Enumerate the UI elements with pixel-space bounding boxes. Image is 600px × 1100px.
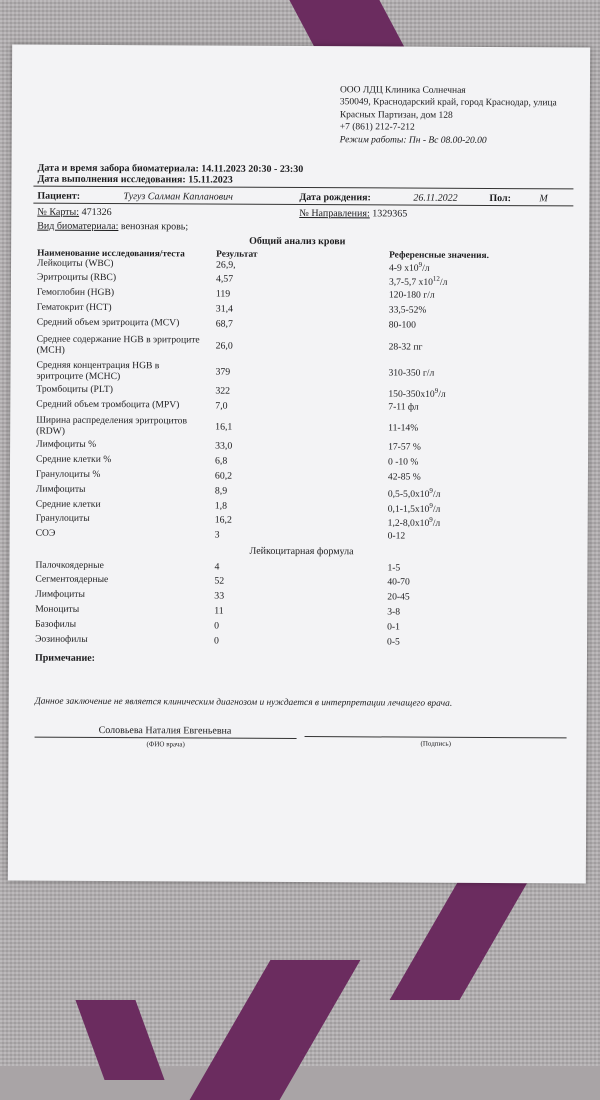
dob-label: Дата рождения: (299, 191, 371, 204)
table-row-name (37, 303, 112, 314)
table-row-name-line: Эритроциты (RBC) (36, 271, 117, 284)
reference-exponent: 9 (429, 486, 433, 495)
dob-value: 26.11.2022 (413, 192, 458, 204)
table-row-reference (389, 319, 416, 330)
reference-value: 1,2-8,0x10 (387, 517, 430, 529)
table-row-name-line: Лимфоциты % (36, 438, 97, 450)
table-row-result: 33,0 (215, 440, 233, 452)
table-row-name-line: Гранулоциты % (35, 468, 101, 480)
table-row-name (36, 440, 96, 451)
reference-value: 80-100 (388, 319, 416, 331)
table-row-reference (389, 341, 423, 352)
table-row-name (37, 273, 116, 284)
table-row-name (36, 470, 100, 481)
table-row-reference (388, 501, 441, 514)
reference-value: 150-350x10 (388, 388, 435, 400)
fabric-stripe (190, 960, 361, 1100)
collection-date-value: 14.11.2023 20:30 - 23:30 (201, 163, 304, 176)
signature-caption: (Подпись) (420, 739, 451, 748)
reference-unit: /л (432, 503, 441, 515)
doctor-caption: (ФИО врача) (146, 740, 185, 749)
formula-row-result: 0 (214, 620, 220, 632)
card-line (37, 207, 111, 218)
signature-line (305, 736, 567, 738)
table-row-name-line: Средний объем тромбоцита (MPV) (36, 398, 180, 411)
table-row-name (37, 318, 180, 329)
formula-row-name: Базофилы (35, 618, 77, 630)
table-row-reference (388, 401, 418, 412)
table-row-result: 60,2 (214, 470, 233, 482)
table-row-name (36, 500, 101, 511)
table-row-name (36, 485, 86, 496)
table-row-name (36, 514, 90, 525)
table-row-result: 4,57 (215, 273, 234, 285)
collection-date-label: Дата и время забора биоматериала: (37, 162, 199, 175)
table-row-result: 379 (215, 366, 231, 378)
doctor-name: Соловьева Наталия Евгеньевна (98, 724, 232, 737)
clinic-address-line2: Красных Партизан, дом 128 (339, 110, 453, 121)
formula-row-name: Палочкоядерные (35, 559, 104, 571)
reference-value: 0 -10 % (387, 456, 419, 468)
table-row-name (36, 400, 179, 411)
table-row-name-line: Гранулоциты (35, 512, 90, 524)
reference-exponent: 9 (429, 515, 433, 524)
table-row-name-line: Гематокрит (HCT) (36, 301, 112, 314)
reference-value: 17-57 % (388, 441, 421, 453)
table-row-reference (389, 260, 430, 273)
card-value: 471326 (81, 206, 112, 219)
table-row-name-line: (RDW) (36, 425, 65, 437)
formula-row-result: 4 (214, 561, 220, 573)
formula-row-reference: 0-5 (387, 636, 400, 648)
clinic-name: ООО ЛДЦ Клиника Солнечная (339, 85, 466, 96)
table-row-reference (388, 486, 441, 499)
sex-label: Пол: (489, 192, 512, 205)
table-row-reference (388, 456, 418, 467)
table-row-name (36, 529, 56, 540)
clinic-phone: +7 (861) 212-7-212 (339, 122, 415, 133)
table-row-name-line: эритроците (MCHC) (36, 370, 121, 382)
table-row-result: 7,0 (215, 400, 228, 412)
formula-row-result: 0 (214, 635, 220, 647)
table-row-name (37, 259, 113, 270)
table-row-name-line: Ширина распределения эритроцитов (36, 414, 188, 427)
table-row-name-line: Средние клетки % (35, 453, 112, 466)
table-row-reference (388, 530, 406, 541)
reference-value: 310-350 г/л (388, 367, 435, 379)
reference-exponent: 9 (434, 386, 439, 395)
table-row-name-line: Лимфоциты (35, 483, 86, 495)
reference-unit: /л (432, 488, 441, 500)
reference-exponent: 9 (429, 501, 433, 510)
reference-value: 0-12 (387, 530, 406, 542)
table-row-result: 26,9, (216, 259, 236, 271)
formula-title: Лейкоцитарная формула (249, 545, 354, 558)
reference-unit: /л (438, 388, 446, 400)
table-row-result: 16,1 (215, 421, 233, 433)
table-row-reference (389, 289, 435, 300)
table-row-reference (388, 386, 445, 399)
reference-value: 4-9 x10 (388, 262, 419, 274)
clinic-info (340, 84, 557, 147)
table-row-name (36, 385, 113, 396)
reference-value: 33,5-52% (388, 304, 427, 316)
doctor-name-line (35, 737, 297, 739)
section-title: Общий анализ крови (249, 235, 346, 248)
table-row-reference (389, 274, 447, 287)
table-row-name-line: Средние клетки (35, 498, 101, 510)
reference-value: 0,1-1,5x10 (387, 503, 430, 515)
column-header-name: Наименование исследования/теста (37, 248, 185, 260)
table-row-reference (388, 471, 421, 482)
reference-value: 0,5-5,0x10 (387, 488, 430, 500)
reference-value: 11-14% (388, 422, 419, 434)
sex-value: М (539, 193, 548, 205)
formula-row-result: 52 (214, 575, 225, 587)
table-row-result: 6,8 (214, 455, 228, 467)
completion-date-line (37, 174, 232, 186)
referral-label: № Направления: (299, 207, 370, 220)
referral-line (299, 208, 407, 220)
table-row-result: 1,8 (214, 500, 228, 512)
table-row-name (36, 455, 111, 466)
fabric-stripe (75, 1000, 164, 1080)
card-label: № Карты: (37, 206, 80, 218)
table-row-name (37, 335, 200, 357)
table-row-name (36, 416, 187, 438)
table-row-result: 3 (214, 529, 220, 541)
table-row-name-line: СОЭ (35, 527, 56, 539)
formula-row-reference: 3-8 (387, 606, 401, 618)
table-row-reference (388, 422, 418, 433)
table-row-result: 322 (215, 385, 231, 397)
reference-unit: /л (422, 262, 430, 274)
reference-value: 120-180 г/л (388, 289, 435, 301)
patient-name: Тугуз Салман Капланович (123, 191, 233, 203)
formula-row-name: Лимфоциты (35, 588, 85, 600)
reference-exponent: 12 (432, 274, 440, 283)
referral-value: 1329365 (372, 208, 408, 220)
formula-row-reference: 20-45 (387, 591, 410, 603)
table-row-reference (388, 515, 441, 528)
formula-row-name: Сегментоядерные (35, 573, 109, 586)
column-header-result: Результат (216, 249, 258, 260)
biomaterial-value: венозная кровь; (120, 221, 189, 233)
note-label: Примечание: (34, 652, 96, 664)
table-row-name-line: Лейкоциты (WBC) (37, 257, 114, 270)
clinic-hours: Режим работы: Пн - Вс 08.00-20.00 (339, 134, 487, 146)
biomaterial-line (37, 221, 188, 233)
table-row-name-line: (MCH) (36, 344, 65, 356)
reference-value: 3,7-5,7 x10 (388, 276, 433, 288)
formula-row-reference: 1-5 (387, 562, 401, 574)
table-row-name-line: Гемоглобин (HGB) (36, 286, 115, 299)
table-row-result: 31,4 (215, 303, 233, 315)
formula-row-reference: 40-70 (387, 576, 410, 588)
table-row-reference (389, 304, 427, 315)
table-row-result: 8,9 (214, 485, 228, 497)
disclaimer: Данное заключение не является клиническим диагнозом и нуждается в интерпретации лечащего врача. (34, 696, 453, 709)
formula-row-name: Моноциты (35, 603, 80, 615)
patient-label: Пациент: (37, 190, 81, 202)
biomaterial-label: Вид биоматериала: (37, 220, 119, 233)
table-row-reference (388, 367, 434, 378)
formula-row-result: 11 (214, 605, 224, 617)
reference-value: 42-85 % (387, 471, 421, 483)
formula-row-result: 33 (214, 590, 225, 602)
table-row-name-line: Средний объем эритроцита (MCV) (36, 316, 180, 329)
reference-value: 28-32 пг (388, 341, 423, 353)
reference-unit: /л (432, 517, 441, 529)
reference-value: 7-11 фл (388, 401, 419, 413)
divider (33, 186, 573, 190)
table-row-result: 26,0 (215, 340, 233, 352)
table-row-result: 16,2 (214, 514, 232, 526)
completion-date-label: Дата выполнения исследования: (37, 173, 186, 186)
table-row-name-line: Среднее содержание HGB в эритроците (36, 333, 200, 346)
table-row-reference (388, 441, 421, 452)
reference-exponent: 9 (418, 260, 423, 269)
lab-report-sheet (8, 44, 590, 883)
formula-row-name: Эозинофилы (35, 633, 88, 645)
table-row-result: 68,7 (215, 318, 233, 330)
completion-date-value: 15.11.2023 (188, 174, 233, 186)
column-header-reference: Референсные значения. (389, 250, 489, 261)
table-row-name-line: Средняя концентрация HGB в (36, 359, 160, 372)
table-row-result: 119 (215, 288, 231, 300)
clinic-address-line1: 350049, Краснодарский край, город Краснодар, улица (339, 97, 557, 109)
reference-unit: /л (439, 276, 448, 288)
table-row-name-line: Тромбоциты (PLT) (36, 383, 113, 396)
formula-row-reference: 0-1 (387, 621, 400, 633)
table-row-name (36, 361, 159, 383)
table-row-name (37, 288, 114, 299)
